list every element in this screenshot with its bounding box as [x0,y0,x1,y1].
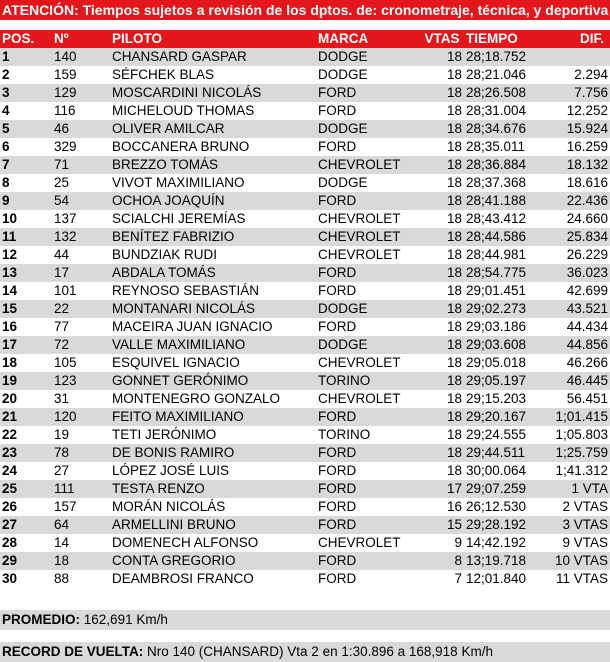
cell-vtas: 18 [420,174,464,192]
average-speed-label: PROMEDIO: [2,612,81,627]
cell-pos: 8 [0,174,52,192]
cell-dif: 12.252 [546,102,610,120]
cell-marca: FORD [316,408,420,426]
cell-marca: FORD [316,138,420,156]
cell-vtas: 18 [420,48,464,66]
table-row [0,102,610,120]
table-row [0,210,610,228]
cell-num: 64 [52,516,110,534]
cell-vtas: 18 [420,300,464,318]
cell-piloto: VIVOT MAXIMILIANO [110,174,316,192]
header-tiempo: TIEMPO [464,30,546,48]
cell-pos: 7 [0,156,52,174]
table-row [0,138,610,156]
cell-tiempo: 28;44.586 [464,228,546,246]
cell-marca: CHEVROLET [316,246,420,264]
cell-marca: FORD [316,444,420,462]
cell-vtas: 18 [420,372,464,390]
cell-tiempo: 14;42.192 [464,534,546,552]
cell-pos: 20 [0,390,52,408]
cell-num: 140 [52,48,110,66]
cell-num: 159 [52,66,110,84]
cell-pos: 16 [0,318,52,336]
cell-marca: TORINO [316,426,420,444]
cell-marca: DODGE [316,336,420,354]
table-row [0,570,610,588]
cell-piloto: MONTANARI NICOLÁS [110,300,316,318]
cell-num: 101 [52,282,110,300]
cell-marca: FORD [316,516,420,534]
cell-vtas: 18 [420,84,464,102]
cell-dif: 15.924 [546,120,610,138]
cell-num: 31 [52,390,110,408]
cell-pos: 3 [0,84,52,102]
cell-vtas: 8 [420,552,464,570]
table-row [0,120,610,138]
cell-tiempo: 28;31.004 [464,102,546,120]
cell-marca: FORD [316,318,420,336]
cell-tiempo: 28;35.011 [464,138,546,156]
header-vtas: VTAS [420,30,464,48]
cell-vtas: 18 [420,264,464,282]
cell-tiempo: 26;12.530 [464,498,546,516]
cell-num: 116 [52,102,110,120]
cell-pos: 2 [0,66,52,84]
cell-piloto: DOMENECH ALFONSO [110,534,316,552]
cell-marca: DODGE [316,300,420,318]
cell-marca: FORD [316,570,420,588]
cell-dif: 26.229 [546,246,610,264]
cell-vtas: 18 [420,318,464,336]
cell-num: 157 [52,498,110,516]
cell-tiempo: 29;44.511 [464,444,546,462]
cell-tiempo: 13;19.718 [464,552,546,570]
cell-pos: 19 [0,372,52,390]
cell-piloto: BREZZO TOMÁS [110,156,316,174]
table-row [0,516,610,534]
cell-tiempo: 29;28.192 [464,516,546,534]
cell-dif: 9 VTAS [546,534,610,552]
cell-marca: FORD [316,498,420,516]
cell-vtas: 17 [420,480,464,498]
cell-piloto: TESTA RENZO [110,480,316,498]
cell-vtas: 16 [420,498,464,516]
cell-num: 329 [52,138,110,156]
cell-dif: 1 VTA [546,480,610,498]
cell-num: 88 [52,570,110,588]
cell-pos: 27 [0,516,52,534]
cell-piloto: LÓPEZ JOSÉ LUIS [110,462,316,480]
cell-dif: 46.445 [546,372,610,390]
cell-piloto: FEITO MAXIMILIANO [110,408,316,426]
cell-piloto: CONTA GREGORIO [110,552,316,570]
table-header-row [0,30,610,48]
table-row [0,480,610,498]
cell-pos: 11 [0,228,52,246]
cell-num: 123 [52,372,110,390]
cell-tiempo: 28;18.752 [464,48,546,66]
cell-vtas: 18 [420,66,464,84]
cell-tiempo: 28;41.188 [464,192,546,210]
cell-tiempo: 29;20.167 [464,408,546,426]
header-dif: DIF. [546,30,610,48]
cell-piloto: MONTENEGRO GONZALO [110,390,316,408]
cell-pos: 12 [0,246,52,264]
cell-marca: CHEVROLET [316,156,420,174]
revision-notice-banner: ATENCIÓN: Tiempos sujetos a revisión de los dptos. de: cronometraje, técnica, y deportiva [2,2,609,18]
table-row [0,282,610,300]
cell-dif [546,48,610,66]
table-row [0,318,610,336]
cell-marca: DODGE [316,174,420,192]
cell-pos: 6 [0,138,52,156]
cell-pos: 17 [0,336,52,354]
cell-dif: 18.616 [546,174,610,192]
cell-pos: 13 [0,264,52,282]
cell-pos: 21 [0,408,52,426]
cell-vtas: 18 [420,336,464,354]
cell-dif: 44.856 [546,336,610,354]
cell-num: 105 [52,354,110,372]
cell-piloto: ESQUIVEL IGNACIO [110,354,316,372]
cell-dif: 2 VTAS [546,498,610,516]
table-row [0,462,610,480]
table-row [0,498,610,516]
table-row [0,444,610,462]
cell-piloto: MORÁN NICOLÁS [110,498,316,516]
cell-vtas: 18 [420,228,464,246]
cell-pos: 9 [0,192,52,210]
cell-pos: 26 [0,498,52,516]
cell-piloto: GONNET GERÓNIMO [110,372,316,390]
lap-record-value: Nro 140 (CHANSARD) Vta 2 en 1:30.896 a 168,918 Km/h [147,644,493,659]
cell-vtas: 18 [420,462,464,480]
cell-marca: FORD [316,192,420,210]
cell-tiempo: 28;44.981 [464,246,546,264]
cell-pos: 24 [0,462,52,480]
cell-marca: DODGE [316,66,420,84]
cell-piloto: BOCCANERA BRUNO [110,138,316,156]
table-row [0,552,610,570]
cell-dif: 7.756 [546,84,610,102]
cell-num: 120 [52,408,110,426]
cell-dif: 25.834 [546,228,610,246]
cell-dif: 11 VTAS [546,570,610,588]
cell-pos: 28 [0,534,52,552]
cell-dif: 2.294 [546,66,610,84]
cell-dif: 1;01.415 [546,408,610,426]
cell-num: 27 [52,462,110,480]
cell-piloto: REYNOSO SEBASTIÁN [110,282,316,300]
cell-piloto: CHANSARD GASPAR [110,48,316,66]
cell-vtas: 18 [420,210,464,228]
cell-pos: 30 [0,570,52,588]
lap-record-bar [0,642,610,662]
cell-tiempo: 29;24.555 [464,426,546,444]
cell-vtas: 18 [420,408,464,426]
header-piloto: PILOTO [110,30,316,48]
cell-marca: FORD [316,282,420,300]
cell-marca: DODGE [316,48,420,66]
table-row [0,66,610,84]
cell-vtas: 18 [420,138,464,156]
table-row [0,246,610,264]
header-pos: POS. [0,30,52,48]
cell-piloto: BUNDZIAK RUDI [110,246,316,264]
average-speed-value: 162,691 Km/h [83,612,168,627]
cell-tiempo: 29;05.018 [464,354,546,372]
table-row [0,372,610,390]
cell-vtas: 18 [420,246,464,264]
cell-dif: 16.259 [546,138,610,156]
cell-vtas: 9 [420,534,464,552]
cell-num: 54 [52,192,110,210]
table-row [0,426,610,444]
cell-num: 77 [52,318,110,336]
cell-pos: 10 [0,210,52,228]
table-row [0,48,610,66]
cell-tiempo: 12;01.840 [464,570,546,588]
table-row [0,228,610,246]
cell-num: 72 [52,336,110,354]
cell-marca: FORD [316,84,420,102]
cell-piloto: SÉFCHEK BLAS [110,66,316,84]
cell-piloto: MICHELOUD THOMAS [110,102,316,120]
cell-dif: 18.132 [546,156,610,174]
cell-piloto: ARMELLINI BRUNO [110,516,316,534]
cell-num: 18 [52,552,110,570]
cell-marca: CHEVROLET [316,534,420,552]
cell-tiempo: 29;15.203 [464,390,546,408]
cell-tiempo: 29;02.273 [464,300,546,318]
table-row [0,408,610,426]
table-row [0,354,610,372]
cell-pos: 23 [0,444,52,462]
cell-marca: FORD [316,264,420,282]
table-row [0,390,610,408]
cell-piloto: SCIALCHI JEREMÍAS [110,210,316,228]
header-num: Nº [52,30,110,48]
cell-pos: 25 [0,480,52,498]
cell-tiempo: 28;26.508 [464,84,546,102]
cell-piloto: DEAMBROSI FRANCO [110,570,316,588]
cell-tiempo: 29;05.197 [464,372,546,390]
cell-pos: 14 [0,282,52,300]
cell-tiempo: 30;00.064 [464,462,546,480]
cell-vtas: 7 [420,570,464,588]
cell-marca: CHEVROLET [316,390,420,408]
cell-piloto: MACEIRA JUAN IGNACIO [110,318,316,336]
cell-pos: 18 [0,354,52,372]
cell-pos: 29 [0,552,52,570]
cell-dif: 3 VTAS [546,516,610,534]
cell-vtas: 18 [420,444,464,462]
cell-num: 129 [52,84,110,102]
cell-num: 17 [52,264,110,282]
cell-piloto: MOSCARDINI NICOLÁS [110,84,316,102]
table-row [0,534,610,552]
cell-dif: 44.434 [546,318,610,336]
cell-tiempo: 29;03.186 [464,318,546,336]
cell-marca: FORD [316,480,420,498]
cell-piloto: DE BONIS RAMIRO [110,444,316,462]
cell-vtas: 18 [420,102,464,120]
cell-dif: 22.436 [546,192,610,210]
header-marca: MARCA [316,30,420,48]
cell-tiempo: 28;37.368 [464,174,546,192]
cell-pos: 22 [0,426,52,444]
cell-marca: CHEVROLET [316,228,420,246]
cell-dif: 24.660 [546,210,610,228]
average-speed-bar [0,610,610,630]
table-row [0,156,610,174]
cell-marca: FORD [316,462,420,480]
cell-tiempo: 28;21.046 [464,66,546,84]
cell-piloto: OCHOA JOAQUÍN [110,192,316,210]
cell-piloto: OLIVER AMILCAR [110,120,316,138]
cell-pos: 5 [0,120,52,138]
cell-tiempo: 28;54.775 [464,264,546,282]
table-row [0,174,610,192]
cell-dif: 1;41.312 [546,462,610,480]
cell-marca: FORD [316,102,420,120]
cell-piloto: ABDALA TOMÁS [110,264,316,282]
cell-marca: CHEVROLET [316,210,420,228]
cell-dif: 46.266 [546,354,610,372]
table-row [0,264,610,282]
table-row [0,300,610,318]
cell-num: 111 [52,480,110,498]
cell-pos: 15 [0,300,52,318]
cell-marca: DODGE [316,120,420,138]
cell-piloto: BENÍTEZ FABRIZIO [110,228,316,246]
cell-vtas: 15 [420,516,464,534]
cell-num: 14 [52,534,110,552]
cell-dif: 10 VTAS [546,552,610,570]
cell-tiempo: 29;07.259 [464,480,546,498]
cell-tiempo: 29;01.451 [464,282,546,300]
cell-dif: 1;25.759 [546,444,610,462]
cell-dif: 43.521 [546,300,610,318]
cell-num: 132 [52,228,110,246]
cell-vtas: 18 [420,390,464,408]
cell-tiempo: 29;03.608 [464,336,546,354]
cell-marca: CHEVROLET [316,354,420,372]
table-row [0,192,610,210]
cell-vtas: 18 [420,120,464,138]
cell-vtas: 18 [420,156,464,174]
cell-vtas: 18 [420,282,464,300]
cell-dif: 1;05.803 [546,426,610,444]
cell-num: 22 [52,300,110,318]
cell-num: 137 [52,210,110,228]
cell-dif: 56.451 [546,390,610,408]
cell-tiempo: 28;34.676 [464,120,546,138]
cell-num: 25 [52,174,110,192]
table-row [0,84,610,102]
cell-dif: 42.699 [546,282,610,300]
cell-num: 71 [52,156,110,174]
cell-vtas: 18 [420,192,464,210]
table-row [0,336,610,354]
results-body [0,48,610,588]
cell-piloto: VALLE MAXIMILIANO [110,336,316,354]
cell-pos: 4 [0,102,52,120]
cell-vtas: 18 [420,426,464,444]
cell-marca: FORD [316,552,420,570]
cell-marca: TORINO [316,372,420,390]
cell-piloto: TETI JERÓNIMO [110,426,316,444]
cell-num: 19 [52,426,110,444]
cell-num: 78 [52,444,110,462]
cell-num: 46 [52,120,110,138]
cell-pos: 1 [0,48,52,66]
race-results-table [0,30,610,588]
cell-num: 44 [52,246,110,264]
cell-vtas: 18 [420,354,464,372]
cell-tiempo: 28;36.884 [464,156,546,174]
cell-dif: 36.023 [546,264,610,282]
lap-record-label: RECORD DE VUELTA: [2,644,144,659]
cell-tiempo: 28;43.412 [464,210,546,228]
